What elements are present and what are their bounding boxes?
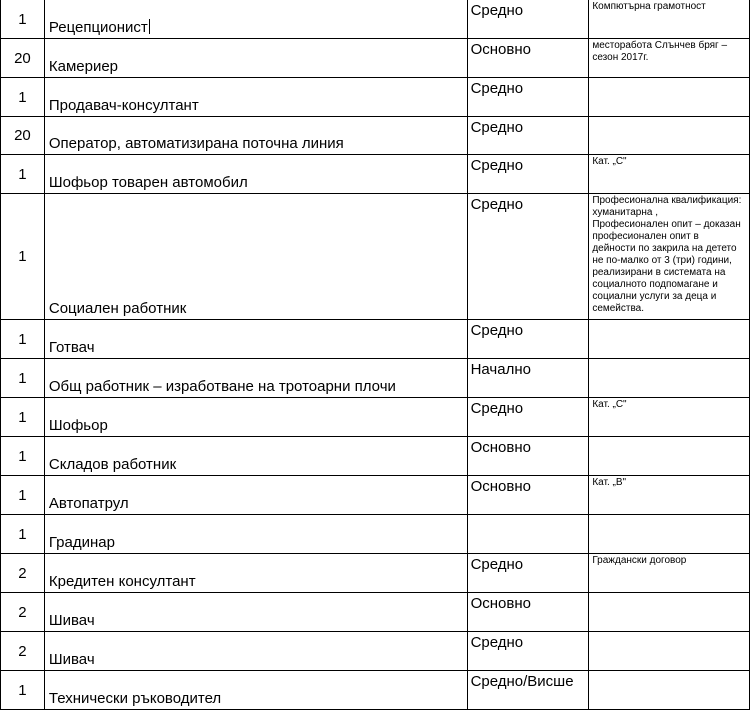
notes-cell[interactable] (589, 593, 750, 632)
table-row (1, 515, 750, 554)
education-text: Основно (470, 439, 531, 456)
education-cell[interactable] (467, 515, 589, 554)
notes-cell[interactable] (589, 320, 750, 359)
position-text: Складов работник (48, 456, 177, 473)
education-text: Средно (470, 556, 524, 573)
notes-cell[interactable] (589, 398, 750, 437)
notes-cell[interactable] (589, 39, 750, 78)
table-row (1, 0, 750, 39)
table-row (1, 632, 750, 671)
position-cell[interactable] (44, 320, 467, 359)
table-row (1, 320, 750, 359)
count-cell[interactable] (1, 593, 45, 632)
education-text: Средно (470, 634, 524, 651)
position-cell[interactable] (44, 78, 467, 117)
position-cell[interactable] (44, 554, 467, 593)
notes-cell[interactable] (589, 78, 750, 117)
position-text: Шофьор товарен автомобил (48, 174, 248, 191)
notes-cell[interactable] (589, 0, 750, 39)
count-cell[interactable] (1, 194, 45, 320)
position-text: Общ работник – изработване на тротоарни плочи (48, 378, 396, 395)
table-row (1, 398, 750, 437)
table-row (1, 593, 750, 632)
table-row (1, 39, 750, 78)
education-text: Средно (470, 119, 524, 136)
notes-text: месторабота Слънчев бряг – сезон 2017г. (592, 40, 728, 63)
education-cell[interactable] (467, 155, 589, 194)
table-body (1, 0, 750, 710)
notes-text: Кат. „С" (592, 156, 627, 167)
education-cell[interactable] (467, 194, 589, 320)
table-row (1, 359, 750, 398)
position-text: Шивач (48, 612, 95, 629)
count-text: 1 (18, 486, 27, 504)
count-text: 1 (18, 10, 27, 28)
table-row (1, 554, 750, 593)
position-cell[interactable] (44, 632, 467, 671)
notes-text: Кат. „В" (592, 477, 627, 488)
education-cell[interactable] (467, 437, 589, 476)
position-text: Кредитен консултант (48, 573, 196, 590)
count-text: 1 (18, 330, 27, 348)
notes-cell[interactable] (589, 155, 750, 194)
education-text: Средно (470, 2, 524, 19)
count-cell[interactable] (1, 437, 45, 476)
count-text: 1 (18, 248, 27, 265)
position-cell[interactable] (44, 515, 467, 554)
count-text: 2 (18, 642, 27, 660)
count-text: 1 (18, 369, 27, 387)
count-text: 20 (14, 127, 31, 144)
count-cell[interactable] (1, 39, 45, 78)
education-cell[interactable] (467, 476, 589, 515)
education-cell[interactable] (467, 359, 589, 398)
education-cell[interactable] (467, 398, 589, 437)
notes-cell[interactable] (589, 476, 750, 515)
education-text: Средно (470, 80, 524, 97)
position-cell[interactable] (44, 0, 467, 39)
table-row (1, 155, 750, 194)
notes-cell[interactable] (589, 515, 750, 554)
position-cell[interactable] (44, 117, 467, 155)
education-text: Средно (470, 322, 524, 339)
position-text: Продавач-консултант (48, 97, 199, 114)
education-cell[interactable] (467, 632, 589, 671)
count-text: 1 (18, 681, 27, 699)
count-cell[interactable] (1, 398, 45, 437)
count-cell[interactable] (1, 117, 45, 155)
education-text: Средно (470, 157, 524, 174)
position-text: Социален работник (48, 300, 187, 317)
count-text: 2 (18, 564, 27, 582)
count-cell[interactable] (1, 632, 45, 671)
education-text: Средно (470, 196, 524, 213)
notes-cell[interactable] (589, 554, 750, 593)
notes-cell[interactable] (589, 632, 750, 671)
position-text: Рецепционист (48, 19, 148, 36)
notes-text: Граждански договор (592, 555, 687, 566)
count-text: 2 (18, 603, 27, 621)
count-cell[interactable] (1, 671, 45, 710)
notes-cell[interactable] (589, 117, 750, 155)
count-text: 1 (18, 165, 27, 183)
count-cell[interactable] (1, 359, 45, 398)
notes-text: Компютърна грамотност (592, 1, 706, 12)
count-text: 1 (18, 408, 27, 426)
position-text: Шофьор (48, 417, 108, 434)
education-cell[interactable] (467, 671, 589, 710)
table-row (1, 437, 750, 476)
count-cell[interactable] (1, 554, 45, 593)
education-text: Основно (470, 478, 531, 495)
count-cell[interactable] (1, 320, 45, 359)
education-cell[interactable] (467, 0, 589, 39)
table-row (1, 117, 750, 155)
education-text: Средно (470, 400, 524, 417)
education-text: Основно (470, 595, 531, 612)
count-cell[interactable] (1, 78, 45, 117)
count-cell[interactable] (1, 0, 45, 39)
position-text: Шивач (48, 651, 95, 668)
notes-cell[interactable] (589, 671, 750, 710)
table-row (1, 194, 750, 320)
position-cell[interactable] (44, 155, 467, 194)
notes-text: Кат. „С" (592, 399, 627, 410)
count-cell[interactable] (1, 155, 45, 194)
education-cell[interactable] (467, 78, 589, 117)
table-row (1, 476, 750, 515)
count-text: 20 (14, 49, 31, 67)
table-row (1, 671, 750, 710)
position-cell[interactable] (44, 437, 467, 476)
position-text: Технически ръководител (48, 690, 222, 707)
notes-text: Професионална квалификация: хуманитарна , Професионален опит – доказан професионален опит в дейности по закрила на детето не по-малко от 3 (три) години, реализирани в системата на социалното подпомагане и социални услуги за деца и семейства. (592, 195, 742, 314)
education-text: Начално (470, 361, 531, 378)
position-text: Готвач (48, 339, 95, 356)
education-cell[interactable] (467, 320, 589, 359)
education-cell[interactable] (467, 554, 589, 593)
position-cell[interactable] (44, 476, 467, 515)
notes-cell[interactable] (589, 359, 750, 398)
notes-cell[interactable] (589, 437, 750, 476)
position-text: Оператор, автоматизирана поточна линия (48, 135, 344, 152)
count-cell[interactable] (1, 515, 45, 554)
education-cell[interactable] (467, 117, 589, 155)
table-row (1, 78, 750, 117)
position-cell[interactable] (44, 398, 467, 437)
position-cell[interactable] (44, 671, 467, 710)
position-cell[interactable] (44, 359, 467, 398)
count-text: 1 (18, 525, 27, 543)
notes-cell[interactable] (589, 194, 750, 320)
education-cell[interactable] (467, 593, 589, 632)
education-text: Средно/Висше (470, 673, 574, 690)
count-text: 1 (18, 447, 27, 465)
education-text: Основно (470, 41, 531, 58)
education-cell[interactable] (467, 39, 589, 78)
position-cell[interactable] (44, 39, 467, 78)
count-text: 1 (18, 88, 27, 106)
text-cursor (149, 19, 150, 34)
position-cell[interactable] (44, 194, 467, 320)
position-text: Автопатрул (48, 495, 129, 512)
position-text: Градинар (48, 534, 115, 551)
position-text: Камериер (48, 58, 119, 75)
position-cell[interactable] (44, 593, 467, 632)
count-cell[interactable] (1, 476, 45, 515)
